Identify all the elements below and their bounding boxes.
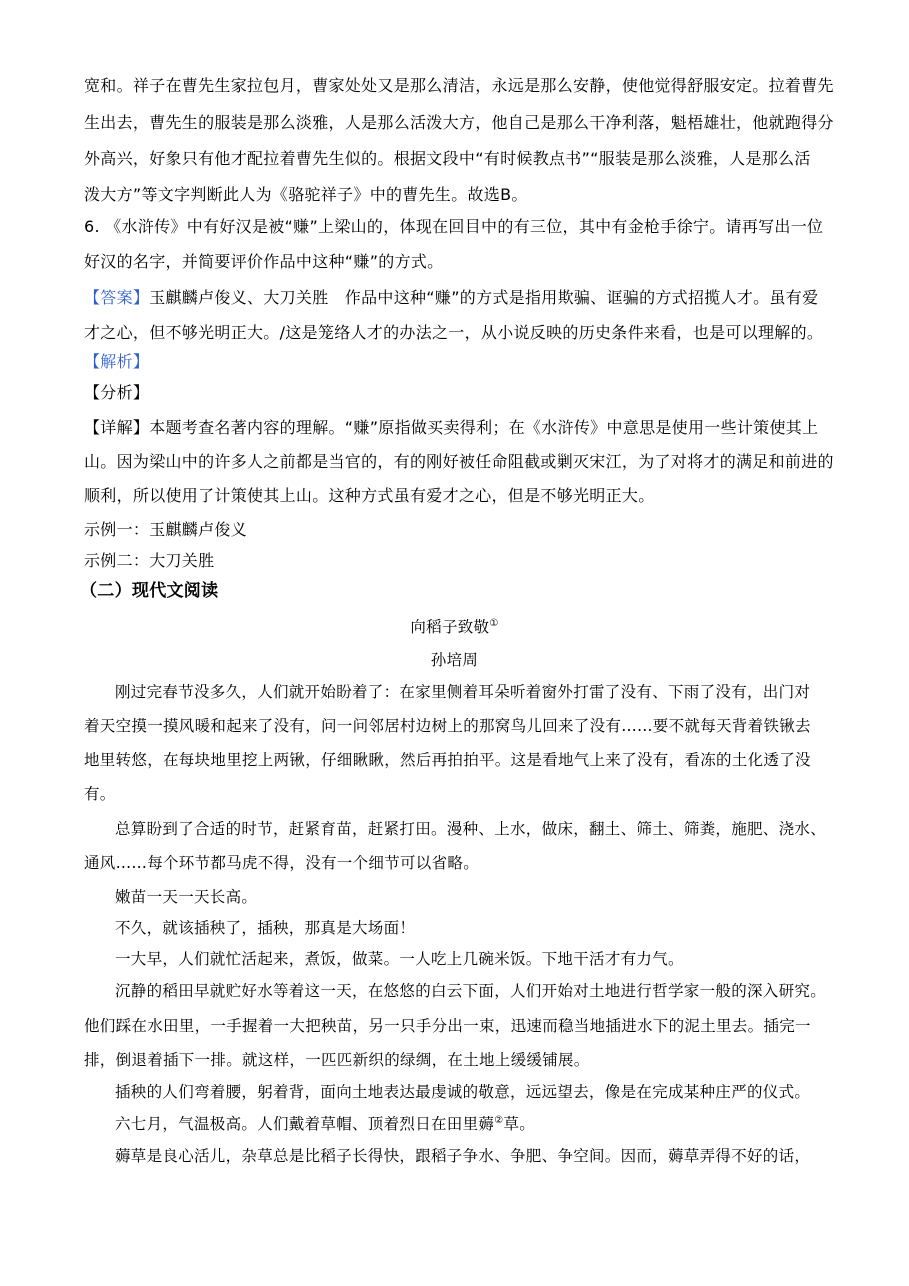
detail-line: 【详解】本题考查名著内容的理解。“赚”原指做买卖得利；在《水浒传》中意思是使用一些计策使其上 (84, 418, 819, 437)
text-line: 外高兴，好象只有他才配拉着曹先生似的。根据文段中“有时候教点书”“服装是那么淡雅，人是那么活 (84, 149, 811, 168)
text-line: 生出去，曹先生的服装是那么淡雅，人是那么活泼大方，他自己是那么干净利落，魁梧雄壮，他就跑得分 (84, 113, 834, 132)
paragraph-line-text: 草。 (503, 1115, 536, 1133)
article-author: 孙培周 (430, 651, 479, 669)
paragraph-line: 嫩苗一天一天长高。 (115, 888, 258, 906)
example-1: 示例一：玉麒麟卢俊义 (84, 520, 248, 539)
answer-line (84, 288, 818, 308)
question-6-line: 6. 《水浒传》中有好汉是被“赚”上梁山的，体现在回目中的有三位，其中有金枪手徐宁。请再写出一位 (84, 217, 824, 236)
paragraph-line: 他们踩在水田里，一手握着一大把秧苗，另一只手分出一束，迅速而稳当地插进水下的泥土里去。插完一 (84, 1017, 811, 1035)
article-title (0, 617, 909, 637)
detail-line: 顺利，所以使用了计策使其上山。这种方式虽有爱才之心，但是不够光明正大。 (84, 486, 655, 505)
example-2: 示例二：大刀关胜 (84, 551, 215, 570)
paragraph-line: 刚过完春节没多久，人们就开始盼着了：在家里侧着耳朵听着窗外打雷了没有、下雨了没有，出门对 (115, 683, 811, 701)
footnote-mark-2: ② (494, 1114, 504, 1126)
section-heading: （二）现代文阅读 (80, 581, 219, 601)
paragraph-line: 薅草是良心活儿，杂草总是比稻子长得快，跟稻子争水、争肥、争空间。因而，薅草弄得不好的话， (115, 1147, 811, 1165)
footnote-mark-1: ① (489, 617, 499, 629)
answer-line: 才之心，但不够光明正大。/这是笼络人才的办法之一，从小说反映的历史条件来看，也是可以理解的。 (84, 323, 824, 342)
fenxi-tag: 【分析】 (84, 383, 150, 402)
paragraph-line-text: 六七月，气温极高。人们戴着草帽、顶着烈日在田里薅 (115, 1115, 495, 1133)
paragraph-line: 不久，就该插秧了，插秧，那真是大场面！ (115, 919, 416, 937)
paragraph-line: 排，倒退着插下一排。就这样，一匹匹新织的绿绸，在土地上缓缓铺展。 (84, 1051, 590, 1069)
paragraph-line: 有。 (84, 785, 116, 803)
question-6-line: 好汉的名字，并简要评价作品中这种“赚”的方式。 (84, 252, 444, 271)
paragraph-line: 沉静的稻田早就贮好水等着这一天，在悠悠的白云下面，人们开始对土地进行哲学家一般的深入研究。 (115, 982, 827, 1000)
paragraph-line (115, 1114, 535, 1134)
analysis-tag: 【解析】 (84, 352, 150, 371)
paragraph-line: 插秧的人们弯着腰，躬着背，面向土地表达最虔诚的敬意，远远望去，像是在完成某种庄严的仪式。 (115, 1083, 811, 1101)
article-title-text: 向稻子致敬 (410, 618, 490, 636)
paragraph-line: 一大早，人们就忙活起来，煮饭，做菜。一人吃上几碗米饭。下地干活才有力气。 (115, 950, 684, 968)
paragraph-line: 通风……每个环节都马虎不得，没有一个细节可以省略。 (84, 854, 480, 872)
text-line: 宽和。祥子在曹先生家拉包月，曹家处处又是那么清洁，永远是那么安静，使他觉得舒服安定。拉着曹先 (84, 76, 834, 95)
answer-text: 玉麒麟卢俊义、大刀关胜 作品中这种“赚”的方式是指用欺骗、诓骗的方式招揽人才。虽有爱 (149, 288, 819, 307)
answer-tag: 【答案】 (84, 288, 150, 307)
text-line: 泼大方”等文字判断此人为《骆驼祥子》中的曹先生。故选B。 (84, 185, 528, 204)
paragraph-line: 总算盼到了合适的时节，赶紧育苗，赶紧打田。漫种、上水，做床，翻土、筛土、筛粪，施肥、浇水、 (115, 820, 827, 838)
paragraph-line: 着天空摸一摸风暖和起来了没有，问一问邻居村边树上的那窝鸟儿回来了没有……要不就每天背着铁锹去 (84, 717, 811, 735)
paragraph-line: 地里转悠，在每块地里挖上两锹，仔细瞅瞅，然后再拍拍平。这是看地气上来了没有，看冻的土化透了没 (84, 751, 811, 769)
detail-line: 山。因为梁山中的许多人之前都是当官的，有的刚好被任命阻截或剿灭宋江，为了对将才的满足和前进的 (84, 452, 834, 471)
